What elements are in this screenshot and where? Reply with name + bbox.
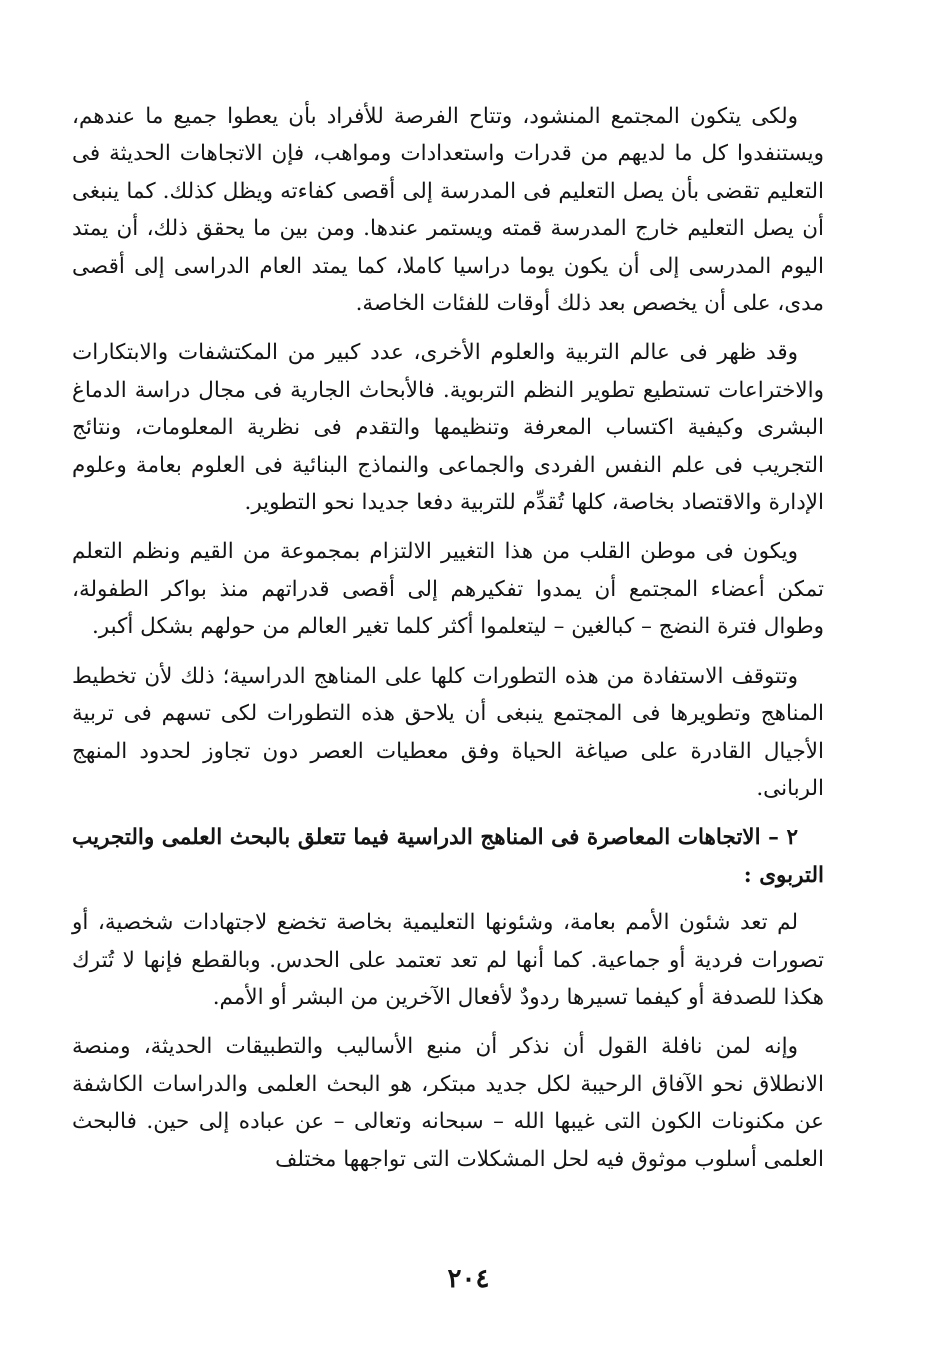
body-text bbox=[72, 98, 824, 1178]
paragraph: وإنه لمن نافلة القول أن نذكر أن منبع الأساليب والتطبيقات الحديثة، ومنصة الانطلاق نحو الآفاق الرحيبة لكل جديد مبتكر، هو البحث العلمى والدراسات الكاشفة عن مكنونات الكون التى غيبها الله – سبحانه وتعالى – عن عباده إلى حين. فالبحث العلمى أسلوب موثوق فيه لحل المشكلات التى تواجهها مختلف bbox=[72, 1034, 824, 1172]
paragraph: لم تعد شئون الأمم بعامة، وشئونها التعليمية بخاصة تخضع لاجتهادات شخصية، أو تصورات فردية أو جماعية. كما أنها لم تعد تعتمد على الحدس. وبالقطع فإنها لا تُترك هكذا للصدفة أو كيفما تسيرها ردودٌ لأفعال الآخرين من البشر أو الأمم. bbox=[72, 910, 824, 1010]
paragraph: ولكى يتكون المجتمع المنشود، وتتاح الفرصة للأفراد بأن يعطوا جميع ما عندهم، ويستنفدوا كل ما لديهم من قدرات واستعدادات ومواهب، فإن الاتجاهات الحديثة فى التعليم تقضى بأن يصل التعليم فى المدرسة إلى أقصى كفاءته ويظل كذلك. كما ينبغى أن يصل التعليم خارج المدرسة قمته ويستمر عندها. ومن بين ما يحقق ذلك، أن يمتد اليوم المدرسى إلى أن يكون يوما دراسيا كاملا، كما يمتد العام الدراسى إلى أقصى مدى، على أن يخصص بعد ذلك أوقات للفئات الخاصة. bbox=[72, 104, 824, 317]
section-heading: ٢ – الاتجاهات المعاصرة فى المناهج الدراسية فيما تتعلق بالبحث العلمى والتجريب التربوى : bbox=[72, 825, 824, 888]
paragraph: وقد ظهر فى عالم التربية والعلوم الأخرى، عدد كبير من المكتشفات والابتكارات والاختراعات تستطيع تطوير النظم التربوية. فالأبحاث الجارية فى مجال دراسة الدماغ البشرى وكيفية اكتساب المعرفة وتنظيمها والتقدم فى نظرية المعلومات، ونتائج التجريب فى علم النفس الفردى والجماعى والنماذج البنائية فى العلوم بعامة وعلوم الإدارة والاقتصاد بخاصة، كلها تُقدِّم للتربية دفعا جديدا نحو التطوير. bbox=[72, 340, 824, 516]
paragraph: ويكون فى موطن القلب من هذا التغيير الالتزام بمجموعة من القيم ونظم التعلم تمكن أعضاء المجتمع أن يمدوا تفكيرهم إلى أقصى قدراتهم منذ بواكر الطفولة، وطوال فترة النضج – كبالغين – ليتعلموا أكثر كلما تغير العالم من حولهم بشكل أكبر. bbox=[72, 539, 824, 640]
page-number: ٢٠٤ bbox=[447, 1264, 490, 1294]
paragraph: وتتوقف الاستفادة من هذه التطورات كلها على المناهج الدراسية؛ ذلك لأن تخطيط المناهج وتطويرها فى المجتمع ينبغى أن يلاحق هذه التطورات لكى تسهم فى تربية الأجيال القادرة على صياغة الحياة وفق معطيات العصر دون تجاوز لحدود المنهج الربانى. bbox=[72, 663, 824, 801]
